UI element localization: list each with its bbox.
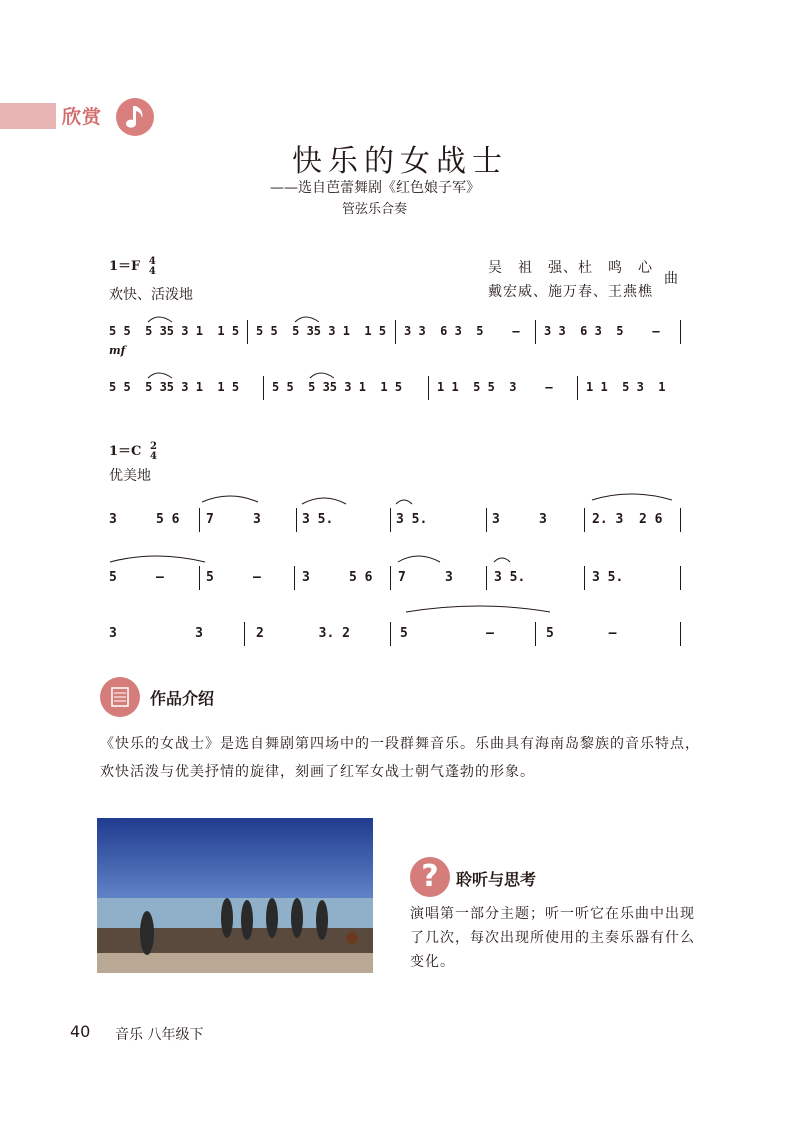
book-title: 音乐 八年级下 [115,1027,204,1043]
measure-4-5: 3 5. [494,570,526,585]
measure-4-3: 3 5 6 [302,570,373,585]
measure-4-1: 5 – [109,570,164,585]
tempo-marking-1: 欢快、活泼地 [109,287,193,303]
listen-text: 演唱第一部分主题；听一听它在乐曲中出现了几次，每次出现所使用的主奏乐器有什么变化。 [410,906,695,970]
measure-5-4: 5 – [546,626,617,641]
key-signature-f: 1＝F 4 4 [109,255,156,277]
measure-3-5: 3 3 [492,512,547,527]
composers-line-2: 戴宏威、施万春、王燕樵 [488,284,653,300]
page-title: 快乐的女战士 [292,144,508,179]
tempo-marking-2: 优美地 [109,468,151,484]
measure-4-6: 3 5. [592,570,624,585]
composer-suffix: 曲 [664,271,678,287]
music-score-icon [100,677,140,717]
ensemble-label: 管弦乐合奏 [342,202,408,217]
ballet-stage-photo [97,818,373,973]
listen-heading: 聆听与思考 [456,870,537,889]
question-icon: ? [410,857,450,897]
time-signature: 2 4 [149,440,157,462]
intro-heading: 作品介绍 [150,689,215,708]
measure-1-2: 5 5 5 35 3 1 1 5 [256,324,387,338]
measure-5-1: 3 3 [109,626,203,641]
measure-1-1: 5 5 5 35 3 1 1 5 [109,324,240,338]
time-signature: 4 4 [148,255,156,277]
dynamic-mf: mf [109,344,126,357]
key-signature-c: 1＝C 2 4 [109,440,157,462]
measure-4-2: 5 – [206,570,261,585]
measure-4-4: 7 3 [398,570,453,585]
measure-2-2: 5 5 5 35 3 1 1 5 [272,380,403,394]
header-tab-label: 欣赏 [62,106,103,128]
composers [488,256,653,304]
music-note-icon [116,98,154,136]
intro-text: 《快乐的女战士》是选自舞剧第四场中的一段群舞音乐。乐曲具有海南岛黎族的音乐特点，欢快活泼与优美抒情的旋律，刻画了红军女战士朝气蓬勃的形象。 [100,736,700,780]
measure-5-2: 2 3. 2 [256,626,350,641]
header-tab-band [0,103,56,129]
slur-marks [100,300,700,640]
measure-3-4: 3 5. [396,512,428,527]
page-number: 40 [70,1022,91,1041]
measure-3-6: 2. 3 2 6 [592,512,663,527]
measure-2-4: 1 1 5 3 1 [586,380,666,394]
measure-5-3: 5 – [400,626,494,641]
composers-line-1: 吴 祖 强、杜 鸣 心 [488,260,653,276]
measure-3-3: 3 5. [302,512,334,527]
measure-2-3: 1 1 5 5 3 – [437,380,553,394]
measure-3-2: 7 3 [206,512,261,527]
measure-1-4: 3 3 6 3 5 – [544,324,660,338]
measure-1-3: 3 3 6 3 5 – [404,324,520,338]
page-subtitle: ——选自芭蕾舞剧《红色娘子军》 [270,180,480,196]
measure-2-1: 5 5 5 35 3 1 1 5 [109,380,240,394]
measure-3-1: 3 5 6 [109,512,180,527]
